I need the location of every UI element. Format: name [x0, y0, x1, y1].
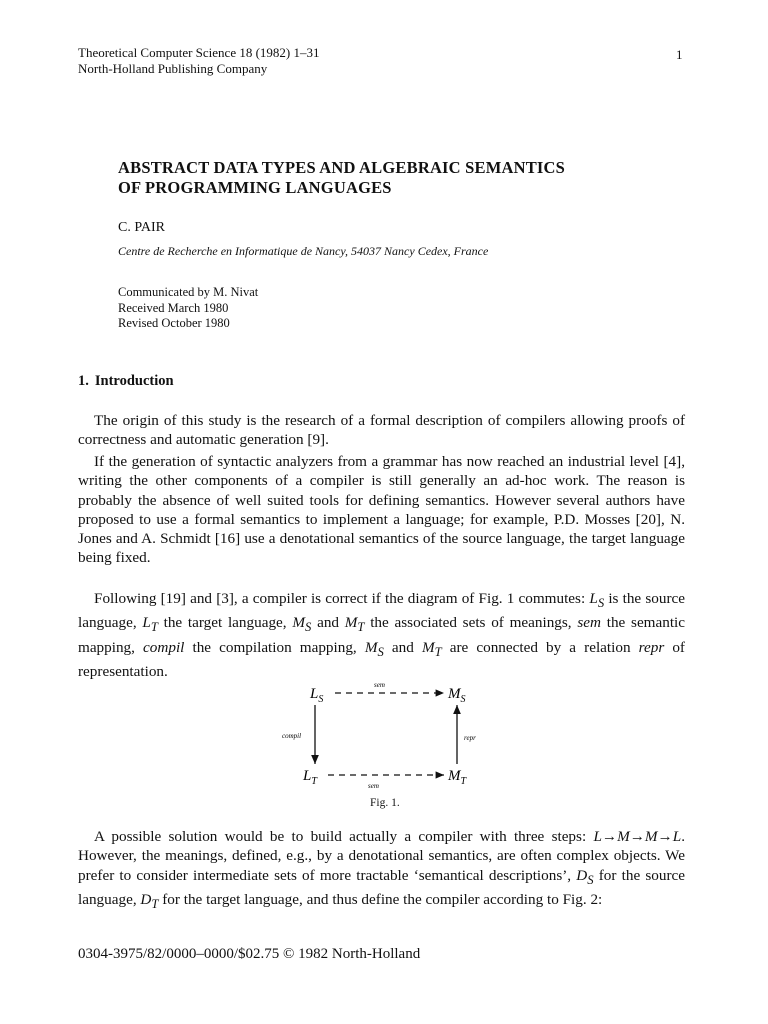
copyright-footer: 0304-3975/82/0000–0000/$02.75 © 1982 North-Holland — [78, 946, 421, 962]
section-number: 1. — [78, 373, 89, 389]
text-run: for the target language, and thus define the compiler according to Fig. 2: — [158, 890, 603, 908]
text-run: the semantic mapping, — [78, 614, 686, 656]
paragraph-text — [78, 589, 685, 681]
text-run: is the source language, — [78, 590, 685, 632]
label-repr: repr — [464, 734, 476, 742]
text-run: and — [383, 638, 422, 656]
communication-history — [118, 285, 258, 332]
publisher: North-Holland Publishing Company — [78, 61, 268, 76]
label-sem-top: sem — [374, 681, 385, 689]
text-run: the compilation mapping, — [184, 638, 365, 656]
node-ms: $M_S$ — [448, 686, 466, 705]
math-compil: compil — [143, 638, 185, 656]
math-dt: $D_T$ — [140, 890, 159, 911]
section-title: Introduction — [94, 373, 174, 389]
title-line-2: OF PROGRAMMING LANGUAGES — [118, 178, 392, 197]
text-run: Following [19] and [3], a compiler is correct if the diagram of Fig. 1 commutes: — [94, 590, 590, 607]
math-chain: L→M→M→L — [593, 828, 682, 845]
journal-citation: Theoretical Computer Science 18 (1982) 1–31 — [78, 45, 320, 60]
label-sem-bottom: sem — [368, 782, 379, 790]
communicated-by: Communicated by M. Nivat — [118, 285, 259, 299]
author-affiliation: Centre de Recherche en Informatique de Nancy, 54037 Nancy Cedex, France — [118, 244, 489, 258]
paragraph-3 — [78, 589, 685, 681]
revised-date: Revised October 1980 — [118, 316, 230, 330]
math-repr: repr — [638, 638, 665, 656]
text-run: of representation. — [78, 638, 685, 680]
title-line-1: ABSTRACT DATA TYPES AND ALGEBRAIC SEMANTICS — [118, 158, 566, 177]
paragraph-4 — [78, 827, 685, 914]
math-ms: $M_S$ — [292, 614, 312, 635]
paragraph-text: The origin of this study is the research of a formal description of compilers allowing proofs of correctness and automatic generation [9]. — [78, 412, 685, 449]
math-lt: $L_T$ — [142, 614, 158, 635]
label-compil: compil — [282, 732, 302, 740]
paper-title — [118, 158, 565, 198]
math-mt: $M_T$ — [421, 638, 442, 659]
text-run: for the source language, — [78, 866, 685, 908]
paragraph-text: If the generation of syntactic analyzers from a grammar has now reached an industrial level [4], writing the other components of a compiler is still generally an ad-hoc work. The reason is probably the absence of well suited tools for defining semantics. However several authors have proposed to use a formal semantics to implement a language; for example, P.D. Mosses [20], N. Jones and A. Schmidt [16] use a denotational semantics of the source language, the target language being fixed. — [78, 453, 685, 567]
section-heading — [78, 373, 174, 390]
math-sem: sem — [577, 614, 601, 632]
text-run: the associated sets of meanings, — [364, 614, 578, 632]
math-ls: $L_S$ — [589, 590, 605, 611]
paragraph-2 — [78, 452, 685, 568]
text-run: are connected by a relation — [441, 638, 639, 656]
text-run: A possible solution would be to build actually a compiler with three steps: — [94, 828, 594, 845]
node-mt: $M_T$ — [448, 768, 467, 787]
author-name: C. PAIR — [118, 220, 165, 235]
journal-header — [78, 45, 320, 77]
received-date: Received March 1980 — [118, 300, 229, 315]
text-run: and — [311, 614, 345, 632]
text-run: the target language, — [157, 614, 293, 632]
paragraph-1 — [78, 411, 685, 450]
commutative-diagram — [280, 678, 480, 793]
node-ls: $L_S$ — [310, 686, 324, 705]
node-lt: $L_T$ — [303, 768, 317, 787]
page-number: 1 — [676, 47, 683, 62]
paragraph-text — [78, 827, 685, 914]
math-ms: $M_S$ — [364, 638, 384, 659]
math-mt: $M_T$ — [344, 614, 365, 635]
math-ds: $D_S$ — [576, 866, 594, 887]
text-run: . However, the meanings, defined, e.g., by a denotational semantics, are often complex objects. We prefer to consider intermediate sets of more tractable ‘semantical descriptions’, — [78, 828, 685, 884]
figure-caption: Fig. 1. — [370, 797, 400, 809]
